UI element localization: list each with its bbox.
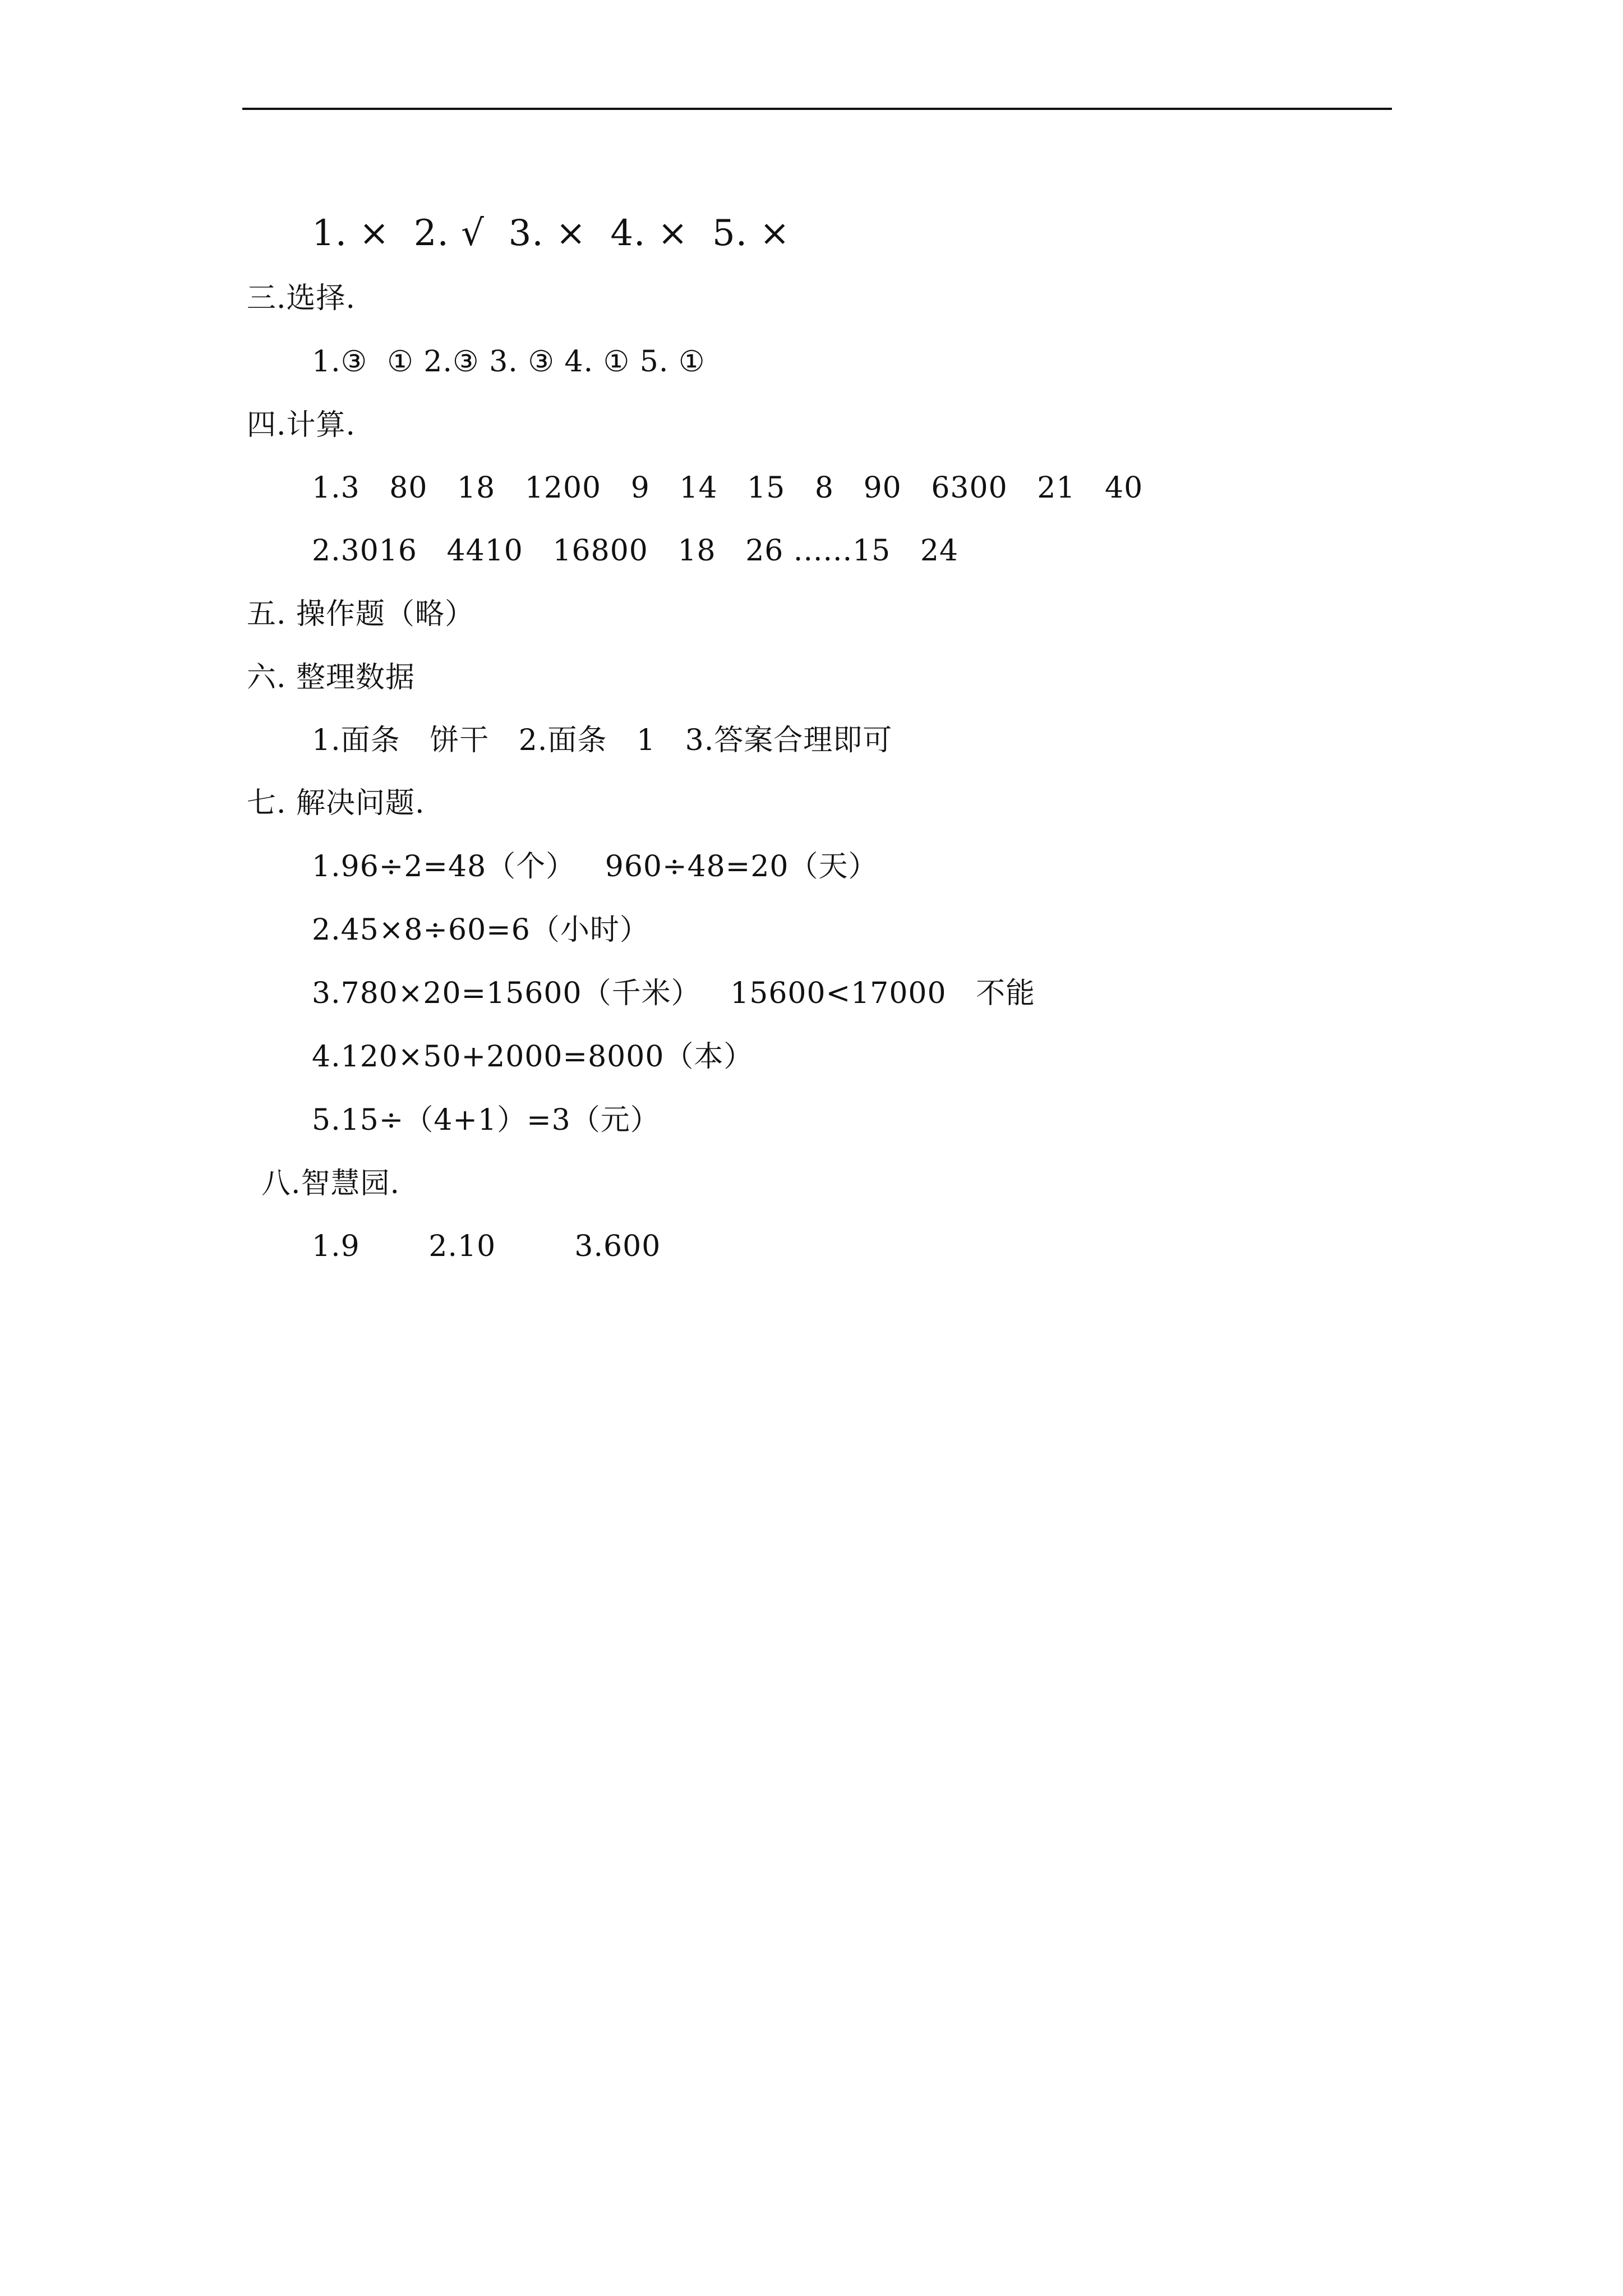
section-4-answers-2: 2.3016 4410 16800 18 26 ......15 24 bbox=[312, 534, 959, 568]
judge-answers: 1. × 2. √ 3. × 4. × 5. × bbox=[312, 213, 791, 254]
section-7-answer-3: 3.780×20=15600（千米） 15600<17000 不能 bbox=[312, 977, 1036, 1010]
section-4-title: 四.计算. bbox=[247, 408, 356, 442]
section-3-title: 三.选择. bbox=[247, 282, 356, 315]
section-7-title: 七. 解决问题. bbox=[247, 786, 425, 820]
section-3-answers: 1.③ ① 2.③ 3. ③ 4. ① 5. ① bbox=[312, 345, 706, 379]
section-8-answers: 1.9 2.10 3.600 bbox=[312, 1230, 661, 1263]
header-rule bbox=[242, 108, 1392, 110]
section-7-answer-4: 4.120×50+2000=8000（本） bbox=[312, 1040, 754, 1074]
section-7-answer-2: 2.45×8÷60=6（小时） bbox=[312, 913, 649, 947]
section-8-title: 八.智慧园. bbox=[261, 1167, 400, 1200]
section-7-answer-5: 5.15÷（4+1）=3（元） bbox=[312, 1103, 660, 1137]
section-6-title: 六. 整理数据 bbox=[247, 661, 416, 694]
section-7-answer-1: 1.96÷2=48（个） 960÷48=20（天） bbox=[312, 850, 878, 884]
section-6-answers: 1.面条 饼干 2.面条 1 3.答案合理即可 bbox=[312, 724, 893, 757]
section-4-answers-1: 1.3 80 18 1200 9 14 15 8 90 6300 21 40 bbox=[312, 471, 1144, 505]
section-5-title: 五. 操作题（略） bbox=[247, 597, 475, 631]
